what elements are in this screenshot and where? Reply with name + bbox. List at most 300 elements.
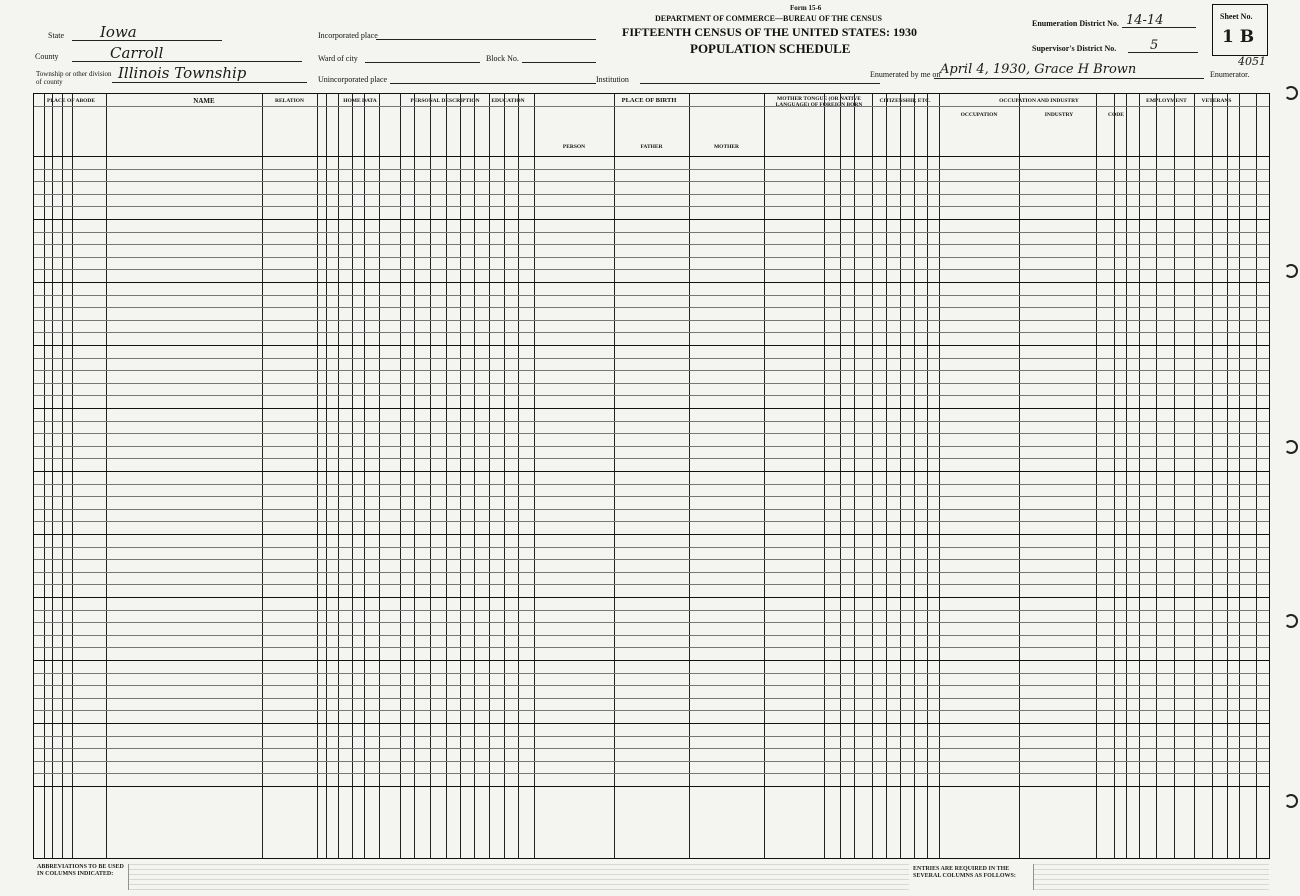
birthplace-father [616,269,688,282]
dwelling-number [52,156,62,169]
table-row [34,698,1269,711]
table-row [34,206,1269,219]
family-number [62,572,72,585]
industry [1021,584,1095,597]
dwelling-number [52,547,62,560]
birthplace-father [616,761,688,774]
birthplace-person [536,521,613,534]
dwelling-number [52,521,62,534]
race [416,748,430,761]
birthplace-person [536,446,613,459]
birthplace-father [616,446,688,459]
birthplace-person [536,370,613,383]
institution-underline [640,83,880,84]
birthplace-mother [691,547,763,560]
birthplace-person [536,736,613,749]
relation [264,723,316,736]
family-number [62,383,72,396]
marital-status [447,421,460,434]
group-home: HOME DATA [343,98,377,104]
birthplace-mother [691,761,763,774]
birthplace-mother [691,408,763,421]
industry [1021,635,1095,648]
relation [264,181,316,194]
table-row [34,358,1269,371]
table-row [34,194,1269,207]
industry [1021,358,1095,371]
marital-status [447,257,460,270]
birthplace-mother [691,257,763,270]
sex [402,332,414,345]
sex [402,320,414,333]
group-education: EDUCATION [491,98,525,104]
race [416,194,430,207]
age [431,698,447,711]
race [416,710,430,723]
marital-status [447,471,460,484]
industry [1021,307,1095,320]
family-number [62,547,72,560]
person-name [108,521,260,534]
industry [1021,383,1095,396]
family-number [62,320,72,333]
sex [402,748,414,761]
age [431,307,447,320]
sex [402,395,414,408]
birthplace-father [616,723,688,736]
age [431,206,447,219]
birthplace-person [536,433,613,446]
age [431,761,447,774]
birthplace-father [616,421,688,434]
birthplace-mother [691,282,763,295]
enumeration-label: Enumeration District No. [1032,19,1119,28]
sex [402,433,414,446]
abbreviations-title: ABBREVIATIONS TO BE USED IN COLUMNS INDICATED: [37,864,124,877]
person-name [108,433,260,446]
enumerated-underline [934,78,1204,79]
dwelling-number [52,673,62,686]
marital-status [447,446,460,459]
occupation [941,232,1018,245]
industry [1021,572,1095,585]
table-row [34,723,1269,736]
line-number [34,635,44,648]
age [431,232,447,245]
table-row [34,458,1269,471]
binder-ring-icon [1284,794,1298,808]
sex [402,647,414,660]
industry [1021,345,1095,358]
person-name [108,206,260,219]
race [416,496,430,509]
person-name [108,383,260,396]
line-number [34,559,44,572]
relation [264,496,316,509]
birthplace-father [616,295,688,308]
occupation [941,572,1018,585]
relation [264,547,316,560]
table-row [34,446,1269,459]
table-row [34,345,1269,358]
row-divider [34,786,1269,787]
relation [264,610,316,623]
industry [1021,320,1095,333]
age [431,257,447,270]
birthplace-father [616,484,688,497]
table-row [34,307,1269,320]
table-row [34,219,1269,232]
line-number [34,206,44,219]
race [416,358,430,371]
birthplace-father [616,433,688,446]
table-row [34,685,1269,698]
family-number [62,773,72,786]
person-name [108,345,260,358]
marital-status [447,521,460,534]
line-number [34,584,44,597]
block-underline [522,62,596,63]
occupation [941,748,1018,761]
occupation [941,395,1018,408]
dwelling-number [52,471,62,484]
family-number [62,282,72,295]
enumerator-label: Enumerator. [1210,70,1250,79]
dwelling-number [52,496,62,509]
group-relation: RELATION [275,98,304,104]
birthplace-mother [691,345,763,358]
race [416,408,430,421]
occupation [941,244,1018,257]
marital-status [447,345,460,358]
dwelling-number [52,622,62,635]
industry [1021,408,1095,421]
family-number [62,610,72,623]
sex [402,194,414,207]
occupation [941,383,1018,396]
birthplace-mother [691,559,763,572]
birthplace-person [536,358,613,371]
sex [402,295,414,308]
table-row [34,521,1269,534]
relation [264,509,316,522]
person-name [108,194,260,207]
race [416,282,430,295]
relation [264,295,316,308]
line-number [34,370,44,383]
birthplace-mother [691,521,763,534]
person-name [108,332,260,345]
occupation [941,610,1018,623]
person-name [108,610,260,623]
birthplace-mother [691,673,763,686]
sex [402,547,414,560]
family-number [62,370,72,383]
occupation [941,559,1018,572]
group-birth: PLACE OF BIRTH [621,98,677,104]
race [416,295,430,308]
person-name [108,547,260,560]
person-name [108,307,260,320]
line-number [34,421,44,434]
birthplace-mother [691,206,763,219]
dwelling-number [52,559,62,572]
birthplace-father [616,257,688,270]
birthplace-mother [691,597,763,610]
dwelling-number [52,685,62,698]
birthplace-mother [691,219,763,232]
birthplace-person [536,257,613,270]
birthplace-mother [691,660,763,673]
birthplace-father [616,332,688,345]
line-number [34,307,44,320]
family-number [62,269,72,282]
dwelling-number [52,597,62,610]
relation [264,156,316,169]
person-name [108,282,260,295]
relation [264,673,316,686]
occupation [941,723,1018,736]
race [416,673,430,686]
family-number [62,761,72,774]
table-row [34,509,1269,522]
race [416,521,430,534]
birthplace-mother [691,710,763,723]
birthplace-person [536,710,613,723]
birthplace-father [616,383,688,396]
person-name [108,559,260,572]
state-label: State [48,31,64,40]
sex [402,471,414,484]
relation [264,244,316,257]
table-row [34,534,1269,547]
incorporated-label: Incorporated place [318,31,378,40]
race [416,307,430,320]
industry [1021,685,1095,698]
table-row [34,169,1269,182]
dwelling-number [52,332,62,345]
state-value: Iowa [100,23,137,41]
family-number [62,736,72,749]
family-number [62,421,72,434]
age [431,496,447,509]
person-name [108,370,260,383]
birthplace-father [616,345,688,358]
enumerated-label: Enumerated by me on [870,70,941,79]
age [431,710,447,723]
occupation [941,219,1018,232]
occupation [941,269,1018,282]
age [431,156,447,169]
race [416,383,430,396]
dwelling-number [52,307,62,320]
supervisor-value: 5 [1150,38,1159,53]
sex [402,496,414,509]
sex [402,673,414,686]
relation [264,698,316,711]
occupation [941,421,1018,434]
table-row [34,156,1269,169]
person-name [108,635,260,648]
census-title: FIFTEENTH CENSUS OF THE UNITED STATES: 1930 [622,25,917,39]
line-number [34,748,44,761]
line-number [34,408,44,421]
header-mother: MOTHER [713,144,740,150]
birthplace-father [616,471,688,484]
relation [264,307,316,320]
age [431,332,447,345]
race [416,181,430,194]
table-row [34,433,1269,446]
person-name [108,408,260,421]
marital-status [447,206,460,219]
birthplace-person [536,307,613,320]
group-divider [34,106,1269,107]
dwelling-number [52,635,62,648]
marital-status [447,194,460,207]
age [431,458,447,471]
birthplace-father [616,358,688,371]
marital-status [447,773,460,786]
family-number [62,244,72,257]
birthplace-person [536,622,613,635]
table-row [34,244,1269,257]
person-name [108,673,260,686]
dwelling-number [52,584,62,597]
age [431,295,447,308]
sex [402,383,414,396]
birthplace-mother [691,320,763,333]
person-name [108,219,260,232]
dwelling-number [52,169,62,182]
race [416,773,430,786]
relation [264,370,316,383]
birthplace-father [616,194,688,207]
industry [1021,496,1095,509]
industry [1021,269,1095,282]
person-name [108,421,260,434]
family-number [62,332,72,345]
industry [1021,710,1095,723]
family-number [62,710,72,723]
table-row [34,773,1269,786]
race [416,156,430,169]
table-row [34,597,1269,610]
sex [402,534,414,547]
relation [264,446,316,459]
birthplace-mother [691,332,763,345]
table-row [34,660,1269,673]
group-occupation: OCCUPATION AND INDUSTRY [999,98,1079,104]
age [431,559,447,572]
birthplace-mother [691,358,763,371]
industry [1021,736,1095,749]
marital-status [447,572,460,585]
occupation [941,710,1018,723]
industry [1021,194,1095,207]
marital-status [447,647,460,660]
relation [264,635,316,648]
state-underline [72,40,222,41]
marital-status [447,509,460,522]
sex [402,710,414,723]
industry [1021,673,1095,686]
birthplace-father [616,773,688,786]
occupation [941,647,1018,660]
industry [1021,232,1095,245]
relation [264,219,316,232]
population-table [33,93,1270,859]
person-name [108,622,260,635]
industry [1021,748,1095,761]
table-row [34,647,1269,660]
occupation [941,597,1018,610]
marital-status [447,244,460,257]
age [431,484,447,497]
birthplace-person [536,169,613,182]
age [431,320,447,333]
person-name [108,723,260,736]
marital-status [447,748,460,761]
line-number [34,698,44,711]
marital-status [447,408,460,421]
family-number [62,471,72,484]
dwelling-number [52,660,62,673]
dwelling-number [52,181,62,194]
sex [402,597,414,610]
birthplace-father [616,320,688,333]
header-code: CODE [1108,112,1124,118]
occupation [941,345,1018,358]
sex [402,584,414,597]
birthplace-father [616,710,688,723]
birthplace-person [536,660,613,673]
industry [1021,559,1095,572]
birthplace-mother [691,496,763,509]
table-row [34,761,1269,774]
race [416,572,430,585]
birthplace-father [616,156,688,169]
line-number [34,244,44,257]
table-row [34,295,1269,308]
birthplace-person [536,685,613,698]
family-number [62,194,72,207]
birthplace-mother [691,484,763,497]
race [416,597,430,610]
dwelling-number [52,232,62,245]
industry [1021,484,1095,497]
family-number [62,395,72,408]
line-number [34,723,44,736]
birthplace-person [536,547,613,560]
county-label: County [35,52,59,61]
sex [402,736,414,749]
person-name [108,181,260,194]
line-number [34,673,44,686]
birthplace-mother [691,647,763,660]
race [416,584,430,597]
industry [1021,244,1095,257]
birthplace-person [536,295,613,308]
birthplace-mother [691,421,763,434]
occupation [941,773,1018,786]
sex [402,232,414,245]
race [416,761,430,774]
family-number [62,647,72,660]
birthplace-person [536,647,613,660]
age [431,244,447,257]
birthplace-person [536,635,613,648]
